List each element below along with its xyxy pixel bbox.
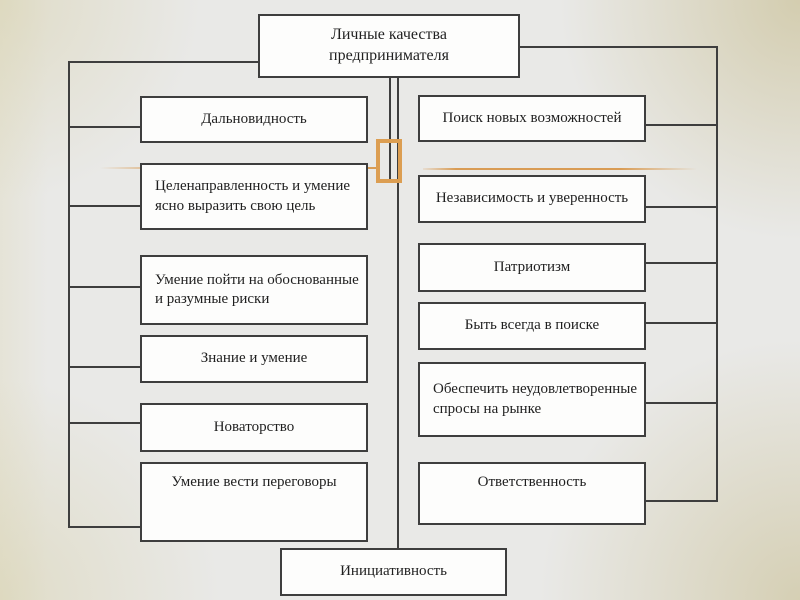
connector-right-stub-4	[646, 322, 716, 324]
node-label: Целенаправленность и умение ясно выразить свою цель	[155, 178, 351, 214]
node-label: Обеспечить неудовлетворенные спросы на рынке	[433, 381, 637, 417]
node-label: Знание и умение	[200, 350, 308, 367]
accent-divider-rect	[376, 139, 402, 183]
node-label: Поиск новых возможностей	[442, 109, 622, 126]
node-left-reasonable-risks	[140, 255, 368, 325]
connector-right-stub-3	[646, 262, 716, 264]
connector-right-stub-6	[646, 500, 716, 502]
connector-left-stub-1	[68, 126, 140, 128]
node-label: Быть всегда в поиске	[464, 317, 600, 334]
connector-left-stub-3	[68, 286, 140, 288]
connector-top-left	[68, 61, 258, 63]
node-title-label: Личные качества предпринимателя	[329, 26, 449, 64]
connector-left-spine	[68, 61, 70, 528]
node-left-purposefulness	[140, 163, 368, 230]
node-left-negotiation	[140, 462, 368, 542]
node-initiative	[280, 548, 507, 596]
node-label: Патриотизм	[493, 258, 571, 275]
accent-divider-line-right	[423, 168, 697, 170]
node-label: Дальновидность	[201, 110, 307, 127]
connector-left-stub-4	[68, 366, 140, 368]
node-right-patriotism	[418, 243, 646, 292]
node-right-new-opportunities	[418, 95, 646, 142]
node-left-innovation	[140, 403, 368, 452]
node-label: Умение пойти на обоснованные и разумные риски	[155, 271, 359, 307]
connector-right-stub-2	[646, 206, 716, 208]
node-label: Независимость и уверенность	[435, 190, 629, 207]
node-label: Ответственность	[477, 474, 587, 490]
connector-left-stub-6	[68, 526, 140, 528]
node-right-always-searching	[418, 302, 646, 350]
node-label: Новаторство	[213, 418, 295, 435]
node-title	[258, 14, 520, 78]
node-left-farsightedness	[140, 96, 368, 143]
connector-right-stub-5	[646, 402, 716, 404]
node-right-independence	[418, 175, 646, 223]
connector-top-right	[520, 46, 718, 48]
node-right-unmet-demand	[418, 362, 646, 437]
node-label: Умение вести переговоры	[171, 474, 337, 490]
node-initiative-label: Инициативность	[340, 563, 447, 580]
connector-left-stub-2	[68, 205, 140, 207]
connector-right-spine	[716, 46, 718, 502]
connector-left-stub-5	[68, 422, 140, 424]
node-left-knowledge-skill	[140, 335, 368, 383]
node-right-responsibility	[418, 462, 646, 525]
connector-right-stub-1	[646, 124, 716, 126]
